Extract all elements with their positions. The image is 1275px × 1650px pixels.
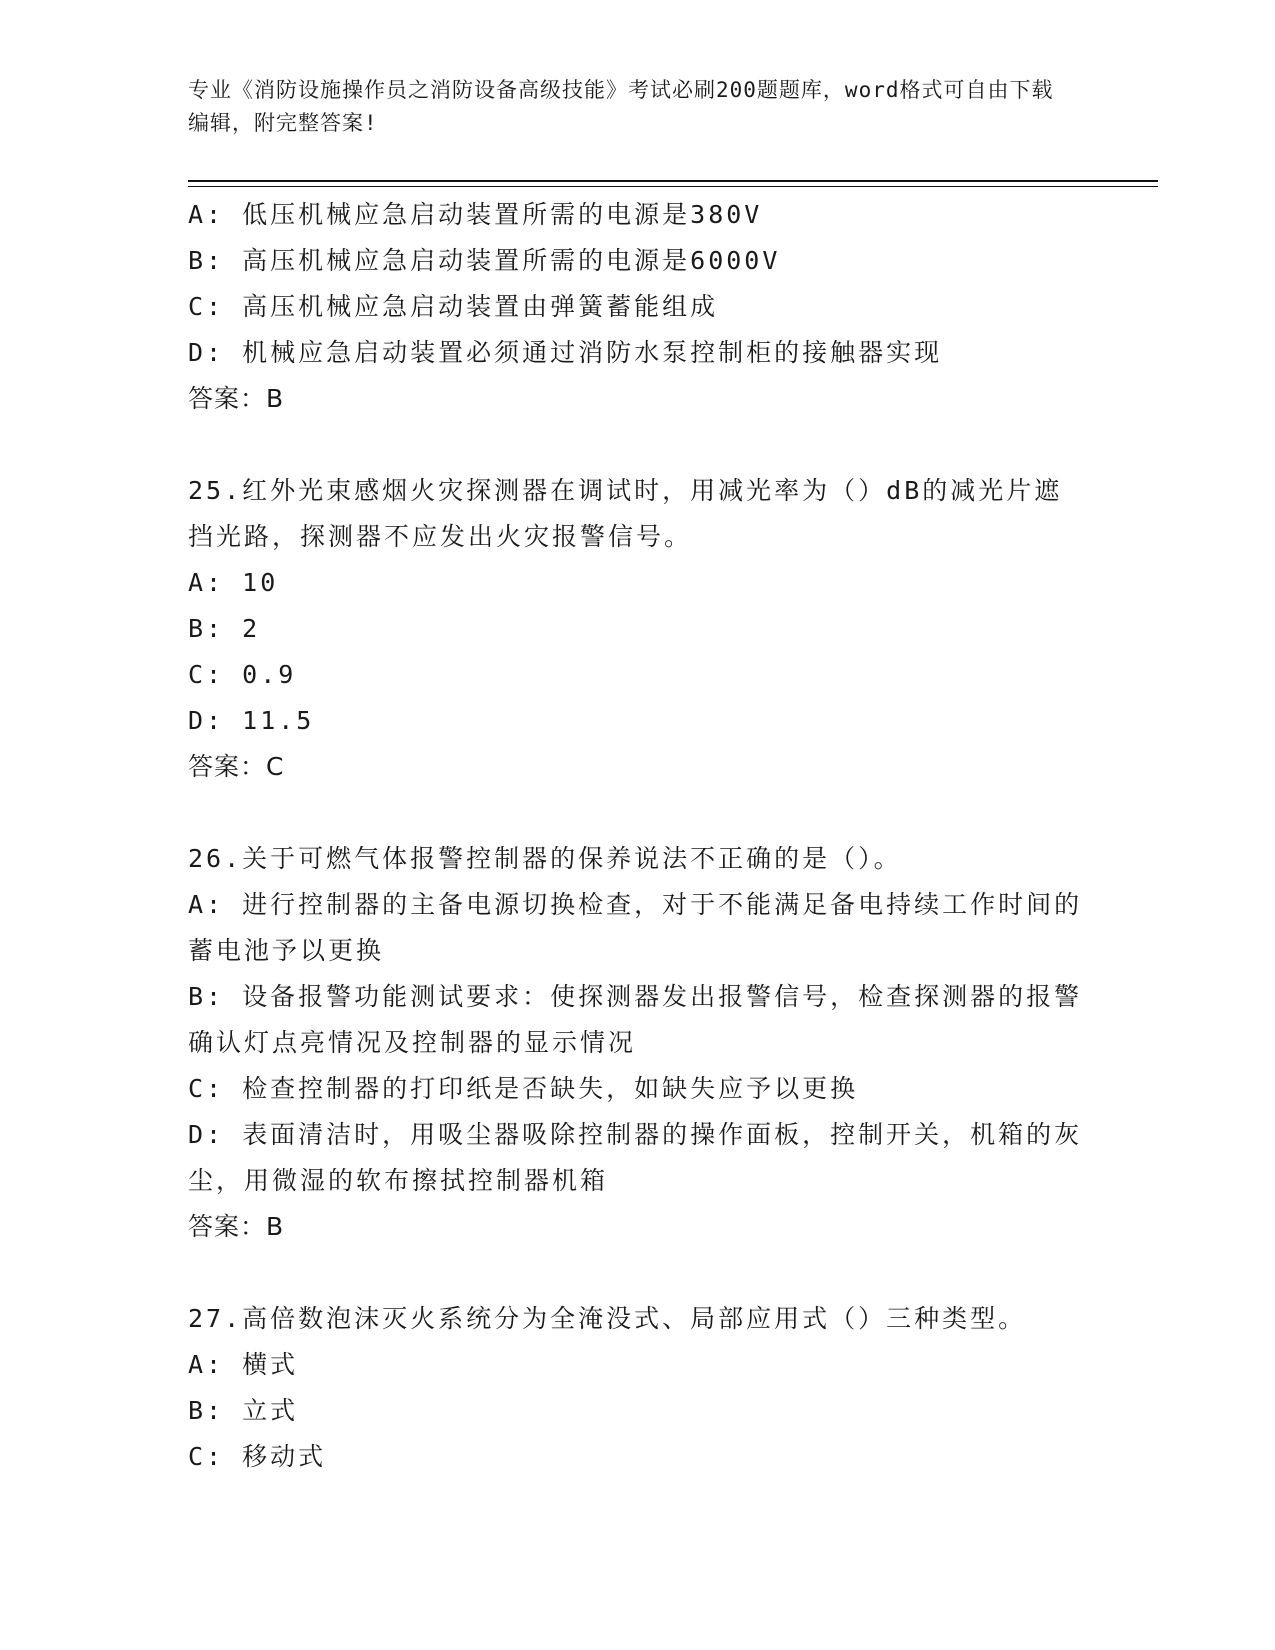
question-block-26 (188, 836, 1088, 1250)
option-b: B: 立式 (188, 1396, 299, 1425)
option-d: D: 机械应急启动装置必须通过消防水泵控制柜的接触器实现 (188, 338, 943, 367)
question-text: 26.关于可燃气体报警控制器的保养说法不正确的是（）。 (188, 844, 902, 873)
header-divider-thin (188, 186, 1158, 187)
question-block-25 (188, 468, 1088, 790)
spacer (188, 422, 1088, 468)
question-text: 27.高倍数泡沫灭火系统分为全淹没式、局部应用式（）三种类型。 (188, 1304, 1027, 1333)
question-block-27 (188, 1296, 1088, 1480)
spacer (188, 790, 1088, 836)
option-a: A: 10 (188, 568, 279, 597)
answer: 答案：B (188, 384, 285, 413)
option-d: D: 11.5 (188, 706, 315, 735)
option-b: B: 高压机械应急启动装置所需的电源是6000V (188, 246, 781, 275)
document-header (188, 74, 1068, 140)
option-c: C: 高压机械应急启动装置由弹簧蓄能组成 (188, 292, 719, 321)
header-divider-thick (188, 180, 1158, 182)
option-d: D: 表面清洁时，用吸尘器吸除控制器的操作面板，控制开关，机箱的灰尘，用微湿的软布擦拭控制器机箱 (188, 1120, 1083, 1195)
answer: 答案：C (188, 752, 285, 781)
option-a: A: 进行控制器的主备电源切换检查，对于不能满足备电持续工作时间的蓄电池予以更换 (188, 890, 1083, 965)
question-text: 25.红外光束感烟火灾探测器在调试时，用减光率为（）dB的减光片遮挡光路，探测器不应发出火灾报警信号。 (188, 476, 1063, 551)
spacer (188, 1250, 1088, 1296)
question-block-24 (188, 192, 1088, 422)
option-b: B: 设备报警功能测试要求：使探测器发出报警信号，检查探测器的报警确认灯点亮情况及控制器的显示情况 (188, 982, 1083, 1057)
answer: 答案：B (188, 1212, 285, 1241)
option-c: C: 检查控制器的打印纸是否缺失，如缺失应予以更换 (188, 1074, 859, 1103)
option-b: B: 2 (188, 614, 261, 643)
option-a: A: 横式 (188, 1350, 299, 1379)
option-c: C: 0.9 (188, 660, 297, 689)
question-list (188, 192, 1088, 1480)
option-a: A: 低压机械应急启动装置所需的电源是380V (188, 200, 763, 229)
option-c: C: 移动式 (188, 1442, 327, 1471)
document-title: 专业《消防设施操作员之消防设备高级技能》考试必刷200题题库，word格式可自由下载编辑，附完整答案! (188, 78, 1054, 135)
